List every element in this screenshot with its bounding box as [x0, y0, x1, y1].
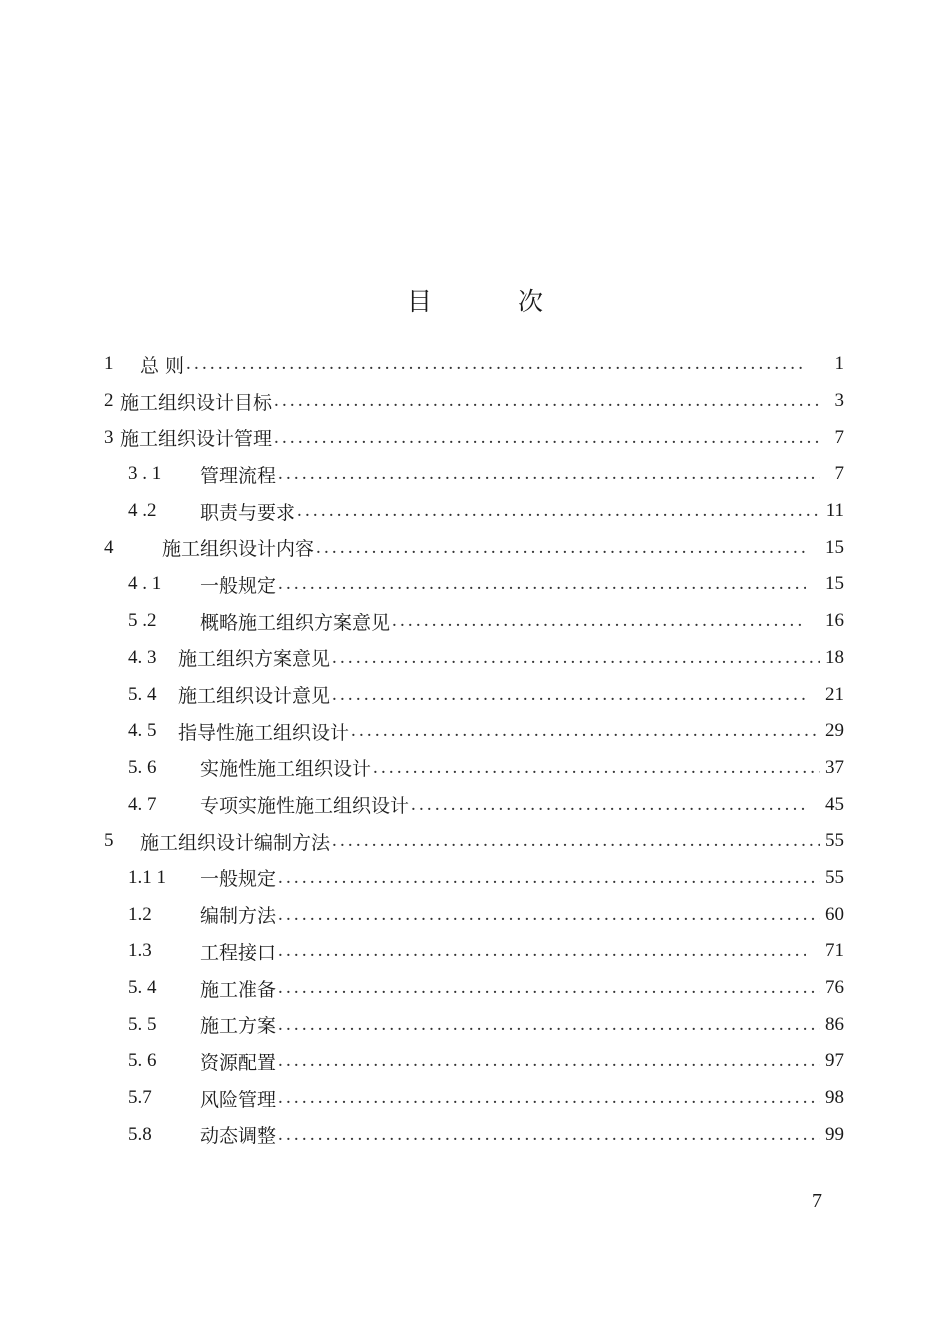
toc-entry-page: 55	[825, 830, 844, 852]
dot-leader	[184, 353, 806, 375]
dot-leader	[276, 1124, 820, 1146]
toc-entry-label: 资源配置	[200, 1051, 277, 1074]
toc-entry[interactable]	[104, 750, 844, 787]
toc-entry-page: 15	[825, 536, 844, 558]
toc-entry-number: 5	[104, 830, 114, 852]
title-char-2: 次	[518, 287, 544, 316]
toc-entry-page: 7	[834, 426, 844, 448]
toc-entry-label: 总 则	[140, 354, 185, 377]
toc-entry-number: 5. 4	[128, 683, 157, 705]
toc-entry[interactable]	[104, 456, 844, 493]
toc-entry-label: 概略施工组织方案意见	[200, 611, 391, 634]
toc-entry[interactable]	[104, 786, 844, 823]
toc-entry-label: 施工组织设计管理	[120, 428, 273, 451]
toc-entry-label: 施工方案	[200, 1015, 277, 1038]
toc-entry-number: 5 .2	[128, 610, 157, 632]
toc-entry[interactable]	[104, 1006, 844, 1043]
dot-leader	[276, 977, 820, 999]
toc-entry-number: 5.7	[128, 1087, 152, 1109]
toc-entry-label: 施工组织方案意见	[178, 648, 331, 671]
toc-entry-label: 施工组织设计意见	[178, 685, 331, 708]
toc-entry-number: 1.1 1	[128, 866, 166, 888]
toc-entry[interactable]	[104, 383, 844, 420]
toc-entry-label: 一般规定	[200, 868, 277, 891]
dot-leader	[330, 647, 820, 669]
toc-entry[interactable]	[104, 1116, 844, 1153]
toc-entry-label: 施工组织设计编制方法	[140, 831, 331, 854]
dot-leader	[330, 684, 806, 706]
toc-entry[interactable]	[104, 566, 844, 603]
dot-leader	[272, 427, 820, 449]
toc-entry[interactable]	[104, 896, 844, 933]
toc-entry-page: 1	[834, 353, 844, 375]
dot-leader	[330, 830, 820, 852]
toc-entry-page: 16	[825, 610, 844, 632]
toc-entry-label: 专项实施性施工组织设计	[200, 795, 410, 818]
toc-entry-page: 3	[834, 390, 844, 412]
toc-entry-label: 工程接口	[200, 941, 277, 964]
toc-entry-number: 4. 5	[128, 720, 157, 742]
toc-entry-number: 3 . 1	[128, 463, 162, 485]
toc-entry-number: 1.2	[128, 903, 152, 925]
toc-entry-page: 15	[825, 573, 844, 595]
dot-leader	[276, 1050, 820, 1072]
dot-leader	[349, 720, 820, 742]
toc-entry-page: 11	[825, 500, 844, 522]
dot-leader	[276, 1014, 820, 1036]
toc-entry-page: 18	[825, 646, 844, 668]
toc-entry-page: 21	[825, 683, 844, 705]
dot-leader	[272, 390, 820, 412]
toc-entry-number: 5. 5	[128, 1013, 157, 1035]
toc-entry-label: 施工组织设计内容	[162, 538, 315, 561]
toc-entry-label: 动态调整	[200, 1125, 277, 1148]
toc-entry-page: 37	[825, 756, 844, 778]
toc-entry-number: 4 . 1	[128, 573, 162, 595]
toc-entry-page: 76	[825, 977, 844, 999]
toc-entry-label: 施工组织设计目标	[120, 391, 273, 414]
toc-entry-page: 60	[825, 903, 844, 925]
dot-leader	[276, 867, 820, 889]
toc-entry-number: 4. 7	[128, 793, 157, 815]
toc-entry-label: 管理流程	[200, 464, 277, 487]
toc-entry[interactable]	[104, 346, 844, 383]
dot-leader	[276, 463, 820, 485]
toc-entry-number: 4. 3	[128, 646, 157, 668]
toc-entry-label: 指导性施工组织设计	[178, 721, 350, 744]
toc-entry-label: 施工准备	[200, 978, 277, 1001]
toc-entry-label: 一般规定	[200, 574, 277, 597]
toc-entry[interactable]	[104, 823, 844, 860]
toc-entry-label: 风险管理	[200, 1088, 277, 1111]
toc-entry[interactable]	[104, 933, 844, 970]
dot-leader	[371, 757, 820, 779]
dot-leader	[276, 1087, 820, 1109]
toc-entry-page: 55	[825, 866, 844, 888]
toc-entry[interactable]	[104, 970, 844, 1007]
toc-entry[interactable]	[104, 676, 844, 713]
dot-leader	[409, 794, 806, 816]
toc-entry-number: 5.8	[128, 1123, 152, 1145]
toc-entry[interactable]	[104, 860, 844, 897]
toc-entry-label: 职责与要求	[200, 501, 296, 524]
toc-entry-number: 5. 4	[128, 977, 157, 999]
toc-entry[interactable]	[104, 640, 844, 677]
dot-leader	[295, 500, 820, 522]
toc-entry-page: 98	[825, 1087, 844, 1109]
toc-entry-page: 29	[825, 720, 844, 742]
dot-leader	[276, 904, 820, 926]
toc-entry-page: 97	[825, 1050, 844, 1072]
toc-entry-page: 45	[825, 793, 844, 815]
page-title	[0, 282, 950, 318]
table-of-contents	[104, 346, 844, 1153]
toc-entry-page: 99	[825, 1123, 844, 1145]
toc-entry-label: 编制方法	[200, 905, 277, 928]
dot-leader	[390, 610, 806, 632]
toc-entry[interactable]	[104, 1043, 844, 1080]
toc-entry[interactable]	[104, 713, 844, 750]
dot-leader	[276, 573, 806, 595]
dot-leader	[276, 940, 806, 962]
toc-entry-number: 5. 6	[128, 1050, 157, 1072]
toc-entry-number: 1.3	[128, 940, 152, 962]
toc-entry-label: 实施性施工组织设计	[200, 758, 372, 781]
toc-entry-number: 4 .2	[128, 500, 157, 522]
toc-entry-number: 2	[104, 390, 114, 412]
toc-entry-page: 7	[834, 463, 844, 485]
toc-entry[interactable]	[104, 493, 844, 530]
title-char-1: 目	[406, 287, 432, 316]
page-number: 7	[812, 1190, 822, 1212]
toc-entry-page: 71	[825, 940, 844, 962]
toc-entry[interactable]	[104, 1080, 844, 1117]
toc-entry-number: 1	[104, 353, 114, 375]
toc-entry[interactable]	[104, 603, 844, 640]
toc-entry-page: 86	[825, 1013, 844, 1035]
toc-entry-number: 4	[104, 536, 114, 558]
toc-entry[interactable]	[104, 529, 844, 566]
toc-entry-number: 3	[104, 426, 114, 448]
dot-leader	[314, 537, 806, 559]
toc-entry-number: 5. 6	[128, 756, 157, 778]
toc-entry[interactable]	[104, 419, 844, 456]
